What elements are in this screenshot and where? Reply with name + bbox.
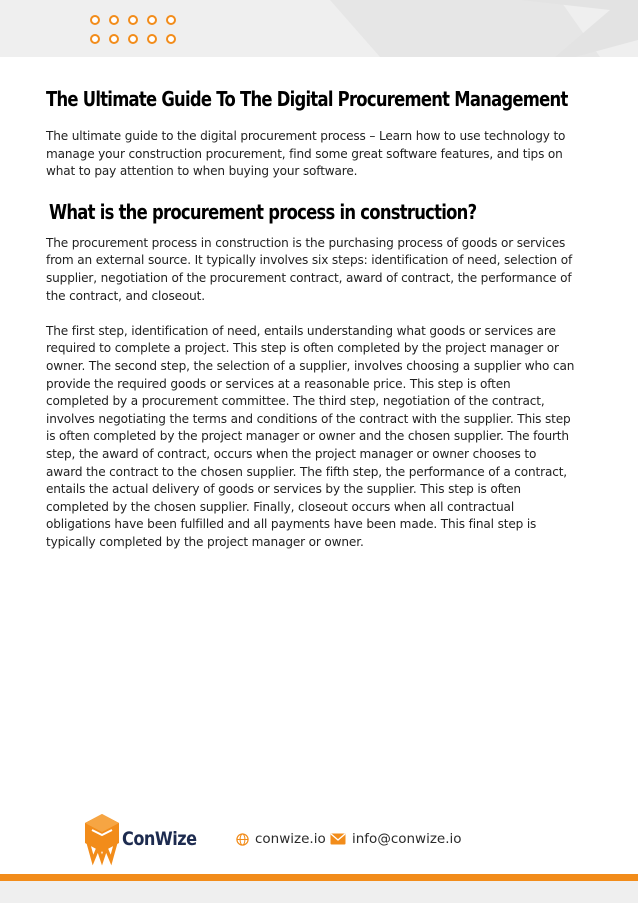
conwize-logo-icon — [82, 812, 122, 866]
section-heading: What is the procurement process in construction? — [49, 199, 477, 224]
body-paragraph: The first step, identification of need, entails understanding what goods or services are required to complete a project. This step is often completed by the project manager or owner. The second step, the selection of a supplier, involves choosing a supplier who can provide the required goods or services at a reasonable price. This step is often completed by a procurement committee. The third step, negotiation of the contract, involves negotiating the terms and conditions of the contract with the supplier. This step is often completed by the project manager or owner and the chosen supplier. The fourth step, the award of contract, occurs when the project manager or owner chooses to award the contract to the chosen supplier. The fifth step, the performance of a contract, entails the actual delivery of goods or services by the supplier. This step is often completed by the chosen supplier. Finally, closeout occurs when all contractual obligations have been fulfilled and all payments have been made. This final step is typically completed by the project manager or owner. — [46, 323, 575, 549]
page-title: The Ultimate Guide To The Digital Procurement Management — [46, 87, 568, 111]
intro-paragraph: The ultimate guide to the digital procurement process – Learn how to use technology to manage your construction procurement, find some great software features, and tips on what to pay attention to when buying your software. — [46, 129, 566, 179]
footer-band — [0, 881, 638, 903]
footer-accent-bar — [0, 874, 638, 881]
footer — [0, 810, 638, 903]
website-text: conwize.io — [255, 831, 326, 847]
mail-icon — [330, 833, 346, 845]
brand-name: ConWize — [122, 828, 197, 850]
email-text: info@conwize.io — [352, 831, 462, 847]
email-link[interactable] — [330, 831, 462, 847]
header-band — [0, 0, 638, 57]
globe-icon — [236, 833, 249, 846]
dot-grid-decoration — [90, 15, 180, 47]
body-paragraph: The procurement process in construction is the purchasing process of goods or services from an external source. It typically involves six steps: identification of need, selection of supplier, negotiation of the procurement contract, award of contract, the performance of the contract, and closeout. — [46, 235, 573, 303]
article — [46, 84, 576, 551]
website-link[interactable] — [236, 831, 326, 847]
